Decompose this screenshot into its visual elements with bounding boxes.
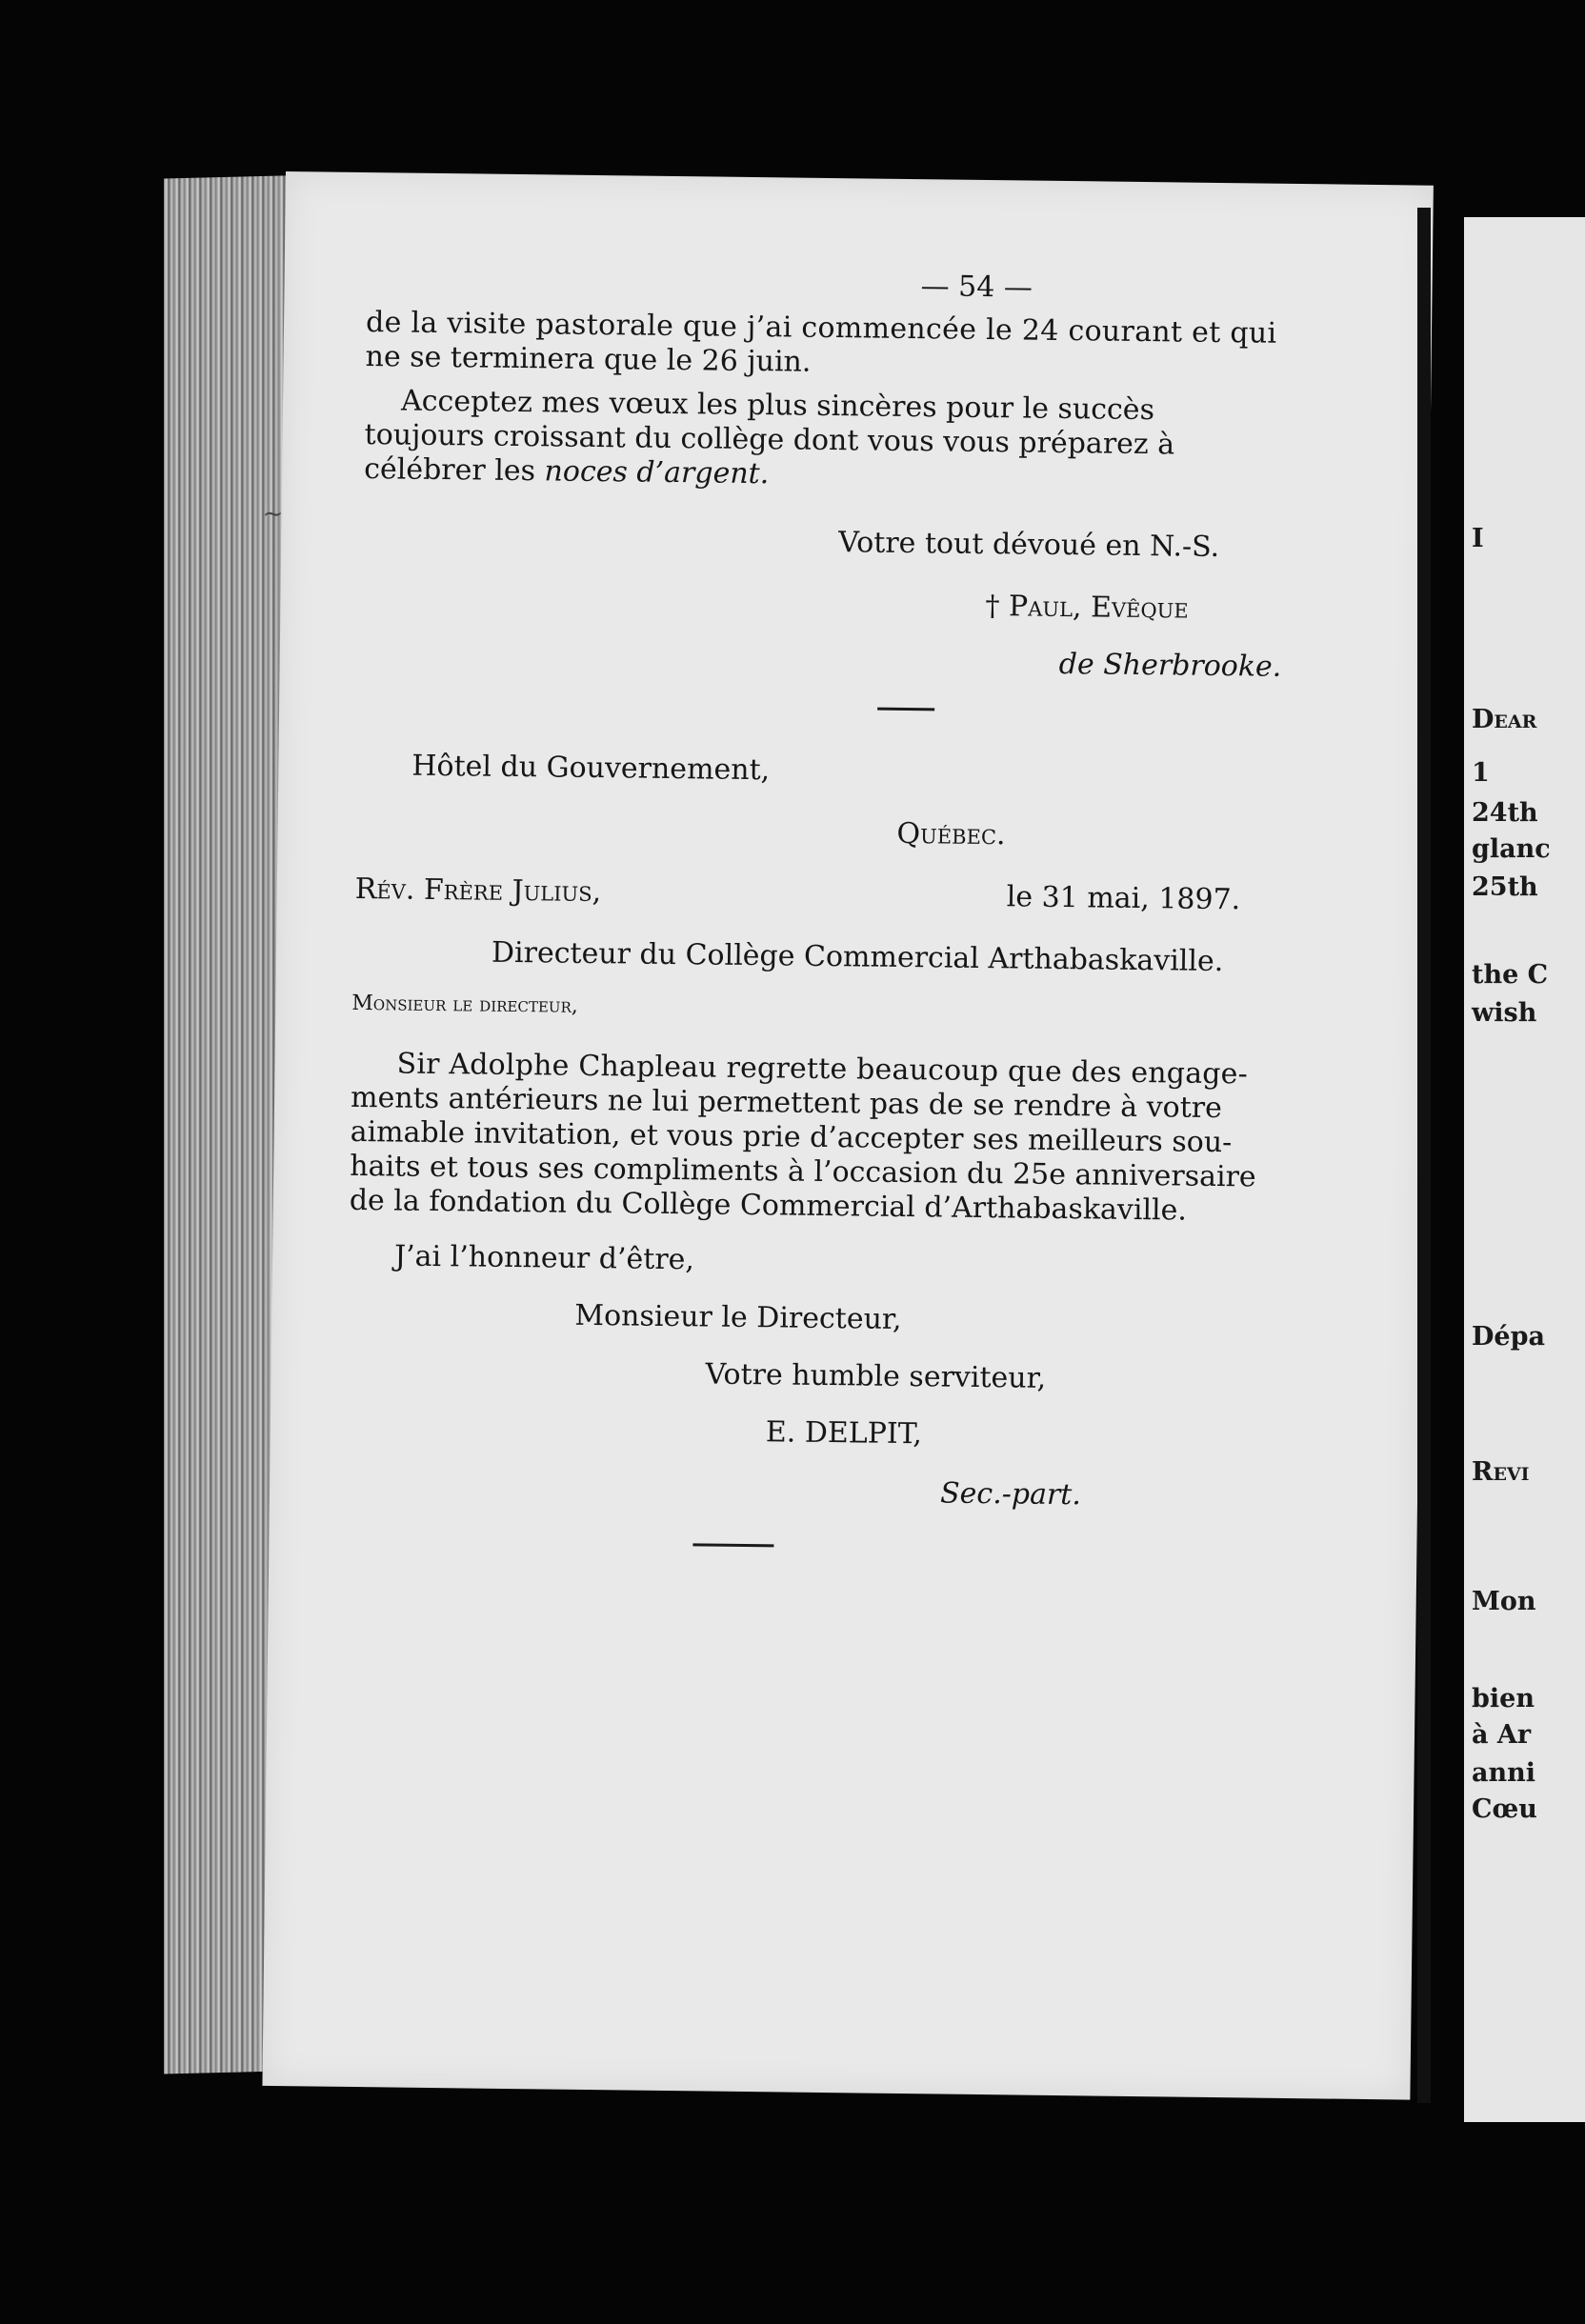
book-gutter <box>1417 208 1431 2103</box>
paragraph2-line1: Acceptez mes vœux les plus sincères pour le succès <box>400 384 1155 428</box>
letter2-closing3: Votre humble serviteur, <box>705 1357 1047 1395</box>
page-number: — 54 — <box>920 270 1033 305</box>
facing-fragment: glanc <box>1472 834 1551 864</box>
facing-fragment: Revi <box>1472 1457 1530 1487</box>
letter2-recipient-title: Directeur du Collège Commercial Arthabaskaville. <box>491 935 1224 979</box>
paragraph2-line3 <box>364 452 769 491</box>
letter2-city: Québec. <box>896 816 1006 852</box>
letter2-body-line1: Sir Adolphe Chapleau regrette beaucoup que des engage- <box>396 1047 1249 1092</box>
paragraph1-line1: de la visite pastorale que j’ai commencée le 24 courant et qui <box>365 306 1277 351</box>
facing-page <box>1464 217 1585 2122</box>
facing-fragment: Dépa <box>1472 1322 1545 1352</box>
facing-fragment: Dear <box>1472 705 1537 734</box>
letter2-body-line3: aimable invitation, et vous prie d’accepter ses meilleurs sou- <box>350 1114 1233 1160</box>
margin-mark: ~ <box>262 499 284 529</box>
facing-fragment: 1 <box>1472 758 1490 788</box>
separator-rule-2 <box>692 1543 773 1547</box>
letter2-signature: E. DELPIT, <box>765 1415 923 1452</box>
paragraph1-line2: ne se terminera que le 26 juin. <box>365 340 812 379</box>
letter2-date: le 31 mai, 1897. <box>1006 880 1241 917</box>
facing-fragment: wish <box>1472 998 1537 1028</box>
book-page <box>262 171 1433 2100</box>
letter2-body-line5: de la fondation du Collège Commercial d’Arthabaskaville. <box>349 1183 1188 1228</box>
facing-fragment: anni <box>1472 1758 1536 1788</box>
letter2-closing2: Monsieur le Directeur, <box>574 1298 902 1336</box>
letter2-closing1: J’ai l’honneur d’être, <box>393 1239 695 1277</box>
separator-rule-1 <box>877 708 934 711</box>
paragraph2-line2: toujours croissant du collège dont vous vous préparez à <box>364 418 1175 462</box>
facing-fragment: Cœu <box>1472 1794 1537 1824</box>
letter1-signature-place: de Sherbrooke. <box>1058 647 1282 684</box>
letter1-closing: Votre tout dévoué en N.-S. <box>838 526 1220 565</box>
letter1-signature: † Paul, Evêque <box>985 590 1189 626</box>
facing-fragment: bien <box>1472 1684 1535 1713</box>
facing-fragment: the C <box>1472 960 1549 990</box>
letter2-body-line2: ments antérieurs ne lui permettent pas de se rendre à votre <box>350 1080 1223 1126</box>
facing-fragment: 25th <box>1472 872 1538 902</box>
letter2-signature-title: Sec.-part. <box>939 1476 1082 1513</box>
facing-fragment: à Ar <box>1472 1720 1532 1750</box>
facing-fragment: 24th <box>1472 798 1538 828</box>
paragraph2-line3-plain: célébrer les <box>363 452 545 489</box>
letter2-body-line4: haits et tous ses compliments à l’occasion du 25e anniversaire <box>350 1149 1256 1194</box>
paragraph2-line3-italic: noces d’argent. <box>544 454 770 491</box>
letter2-recipient: Rév. Frère Julius, <box>354 872 602 910</box>
facing-fragment: Mon <box>1472 1587 1536 1616</box>
letter2-sender: Hôtel du Gouvernement, <box>411 749 771 788</box>
facing-fragment: I <box>1472 524 1484 553</box>
letter2-salutation: Monsieur le directeur, <box>351 991 578 1018</box>
